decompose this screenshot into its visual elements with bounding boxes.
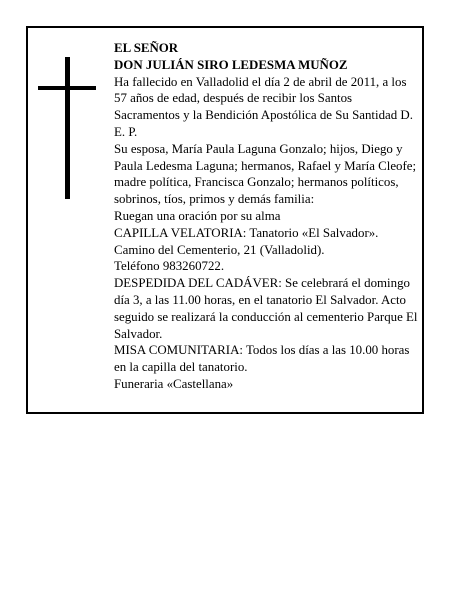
notice-text <box>114 40 420 393</box>
notice-paragraph-funeral-home: Funeraria «Castellana» <box>114 376 234 391</box>
notice-paragraph-death: Ha fallecido en Valladolid el día 2 de abril de 2011, a los 57 años de edad, después de recibir los Santos Sacramentos y la Bendición Apostólica de Su Santidad D. E. P. <box>114 74 413 139</box>
notice-paragraph-chapel: CAPILLA VELATORIA: Tanatorio «El Salvador». Camino del Cementerio, 21 (Valladolid). <box>114 225 379 257</box>
notice-paragraph-prayer: Ruegan una oración por su alma <box>114 208 281 223</box>
notice-paragraph-mass: MISA COMUNITARIA: Todos los días a las 10.00 horas en la capilla del tanatorio. <box>114 343 410 375</box>
notice-paragraph-phone: Teléfono 983260722. <box>114 259 225 274</box>
notice-paragraph-farewell: DESPEDIDA DEL CADÁVER: Se celebrará el domingo día 3, a las 11.00 horas, en el tanatorio El Salvador. Acto seguido se realizará la conducción al cementerio Parque El Salvador. <box>114 276 418 341</box>
notice-heading-name: DON JULIÁN SIRO LEDESMA MUÑOZ <box>114 57 348 72</box>
obituary-notice <box>26 26 424 414</box>
notice-heading-title: EL SEÑOR <box>114 41 179 55</box>
notice-paragraph-family: Su esposa, María Paula Laguna Gonzalo; hijos, Diego y Paula Ledesma Laguna; hermanos, Rafael y María Cleofe; madre política, Francisca Gonzalo; hermanos políticos, sobrinos, tíos, primos y demás familia: <box>114 141 417 207</box>
cross-horizontal-bar <box>38 86 96 90</box>
cross-vertical-bar <box>65 57 70 199</box>
